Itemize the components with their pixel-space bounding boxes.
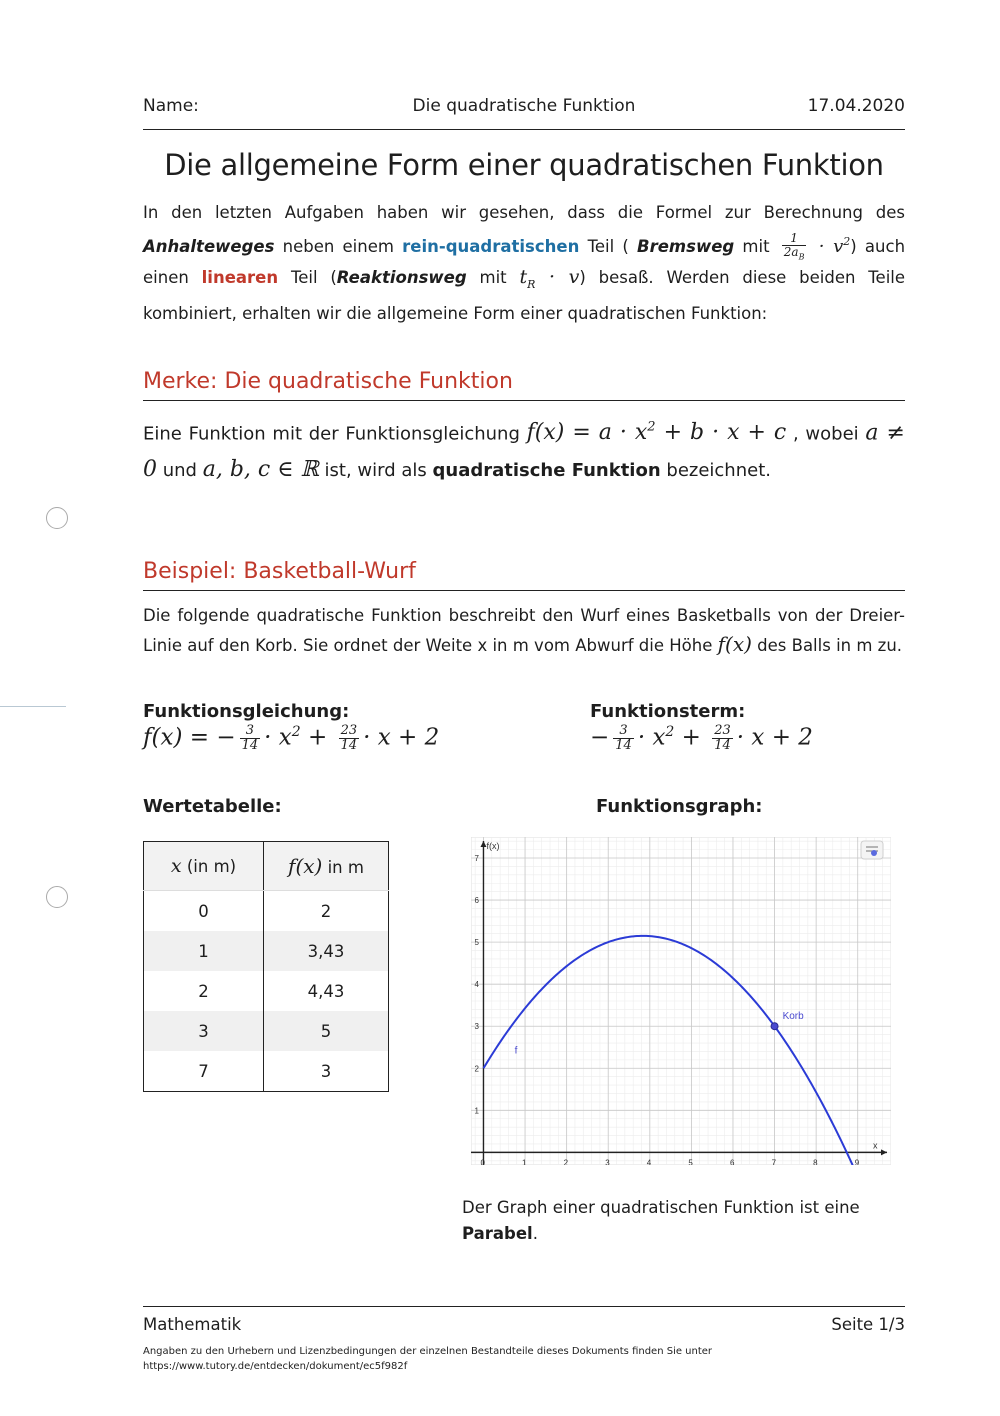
document-title: Die quadratische Funktion (412, 96, 636, 116)
punch-hole-mark (46, 886, 68, 908)
y-tick-label: 6 (474, 896, 479, 906)
table-header-fx: f(x) in m (264, 842, 389, 891)
y-tick-label: 4 (474, 980, 479, 990)
graph-settings-icon[interactable] (861, 841, 883, 859)
y-tick-label: 1 (474, 1106, 479, 1116)
function-graph (471, 837, 891, 1165)
value-table (143, 841, 389, 1092)
x-tick-label: 2 (563, 1158, 569, 1165)
y-tick-label: 3 (474, 1022, 479, 1032)
x-tick-label: 6 (729, 1158, 735, 1165)
general-equation: $f(x) = a \cdot x^2 + b \cdot x + c$ (526, 420, 787, 446)
merke-heading: Merke: Die quadratische Funktion (143, 369, 513, 394)
merke-rule (143, 400, 905, 401)
date: 17.04.2020 (807, 96, 905, 116)
header-rule (143, 129, 905, 130)
term-anhalteweg: Anhalteweges (143, 237, 275, 256)
beispiel-rule (143, 590, 905, 591)
table-row: 0 2 (144, 891, 389, 932)
fold-mark (0, 706, 66, 707)
merke-text: Eine Funktion mit der Funktionsgleichung $f(x) = a \cdot x^2 + b \cdot x + c$ , wobei a ≠ 0 und a, b, c ∈ ℝ ist, wird als quadratische Funktion bezeichnet. (143, 420, 905, 483)
funktionsgraph-label: Funktionsgraph: (596, 796, 763, 817)
y-tick-label: 7 (474, 854, 479, 864)
wertetabelle-label: Wertetabelle: (143, 796, 282, 817)
x-tick-label: 7 (771, 1158, 777, 1165)
name-label: Name: (143, 96, 199, 116)
footer-subject: Mathematik (143, 1315, 242, 1334)
footer-rule (143, 1306, 905, 1307)
table-row: 2 4,43 (144, 971, 389, 1011)
fraction-1-over-2aB: $\frac{1}{2a_B}$ (783, 230, 805, 262)
page-title: Die allgemeine Form einer quadratischen Funktion (164, 148, 884, 182)
x-tick-label: 4 (646, 1158, 652, 1165)
x-tick-label: 3 (605, 1158, 610, 1165)
korb-label: Korb (782, 1011, 804, 1023)
license-url[interactable]: https://www.tutory.de/entdecken/dokument/ec5f982f (143, 1361, 408, 1372)
punch-hole-mark (46, 507, 68, 529)
funktionsterm-formula: − $\frac{3}{14}$ · $x^2$ + $\frac{23}{14}$ · x + 2 (590, 723, 813, 754)
term-bremsweg: Bremsweg (637, 237, 735, 256)
footer-page: Seite 1/3 (831, 1315, 905, 1334)
beispiel-heading: Beispiel: Basketball-Wurf (143, 559, 416, 584)
term-reaktionsweg: Reaktionsweg (336, 268, 467, 288)
x-tick-label: 9 (854, 1158, 860, 1165)
table-row: 1 3,43 (144, 931, 389, 971)
funktionsterm-label: Funktionsterm: (590, 701, 746, 722)
curve-label: f (514, 1045, 518, 1057)
term-rein-quadratisch: rein-quadratischen (402, 237, 580, 256)
x-tick-label: 1 (522, 1158, 527, 1165)
x-tick-label: 0 (480, 1158, 485, 1165)
table-row: 7 3 (144, 1051, 389, 1092)
funktionsgleichung-label: Funktionsgleichung: (143, 701, 350, 722)
term-linear: linearen (201, 268, 279, 288)
x-tick-label: 8 (813, 1158, 818, 1165)
korb-point (771, 1023, 778, 1030)
table-header-x: x (in m) (144, 842, 264, 891)
y-tick-label: 2 (474, 1064, 479, 1074)
table-row: 3 5 (144, 1011, 389, 1051)
graph-caption: Der Graph einer quadratischen Funktion ist eine Parabel. (462, 1198, 860, 1243)
license-text: Angaben zu den Urhebern und Lizenzbedingungen der einzelnen Bestandteile dieses Dokuments finden Sie unter (143, 1346, 713, 1357)
x-tick-label: 5 (688, 1158, 693, 1165)
intro-paragraph: In den letzten Aufgaben haben wir gesehen, dass die Formel zur Berechnung des Anhalteweges neben einem rein-quadratischen Teil ( Bremsweg mit $\frac{1}{2a_B}$ · $v^2$) auch einen linearen Teil (Reaktionsweg mit $t_R \cdot v$) besaß. Werden diese beiden Teile kombiniert, erhalten wir die allgemeine Form einer quadratischen Funktion: (143, 203, 906, 323)
y-tick-label: 5 (474, 938, 479, 948)
y-axis-label: f(x) (486, 841, 500, 851)
beispiel-text: Die folgende quadratische Funktion beschreibt den Wurf eines Basketballs von der Dreier-Linie auf den Korb. Sie ordnet der Weite x in m vom Abwurf die Höhe f(x) des Balls in m zu. (143, 606, 905, 656)
funktionsgleichung-formula: f(x) = − $\frac{3}{14}$ · $x^2$ + $\frac{23}{14}$ · x + 2 (143, 723, 440, 754)
x-axis-label: x (873, 1140, 878, 1151)
